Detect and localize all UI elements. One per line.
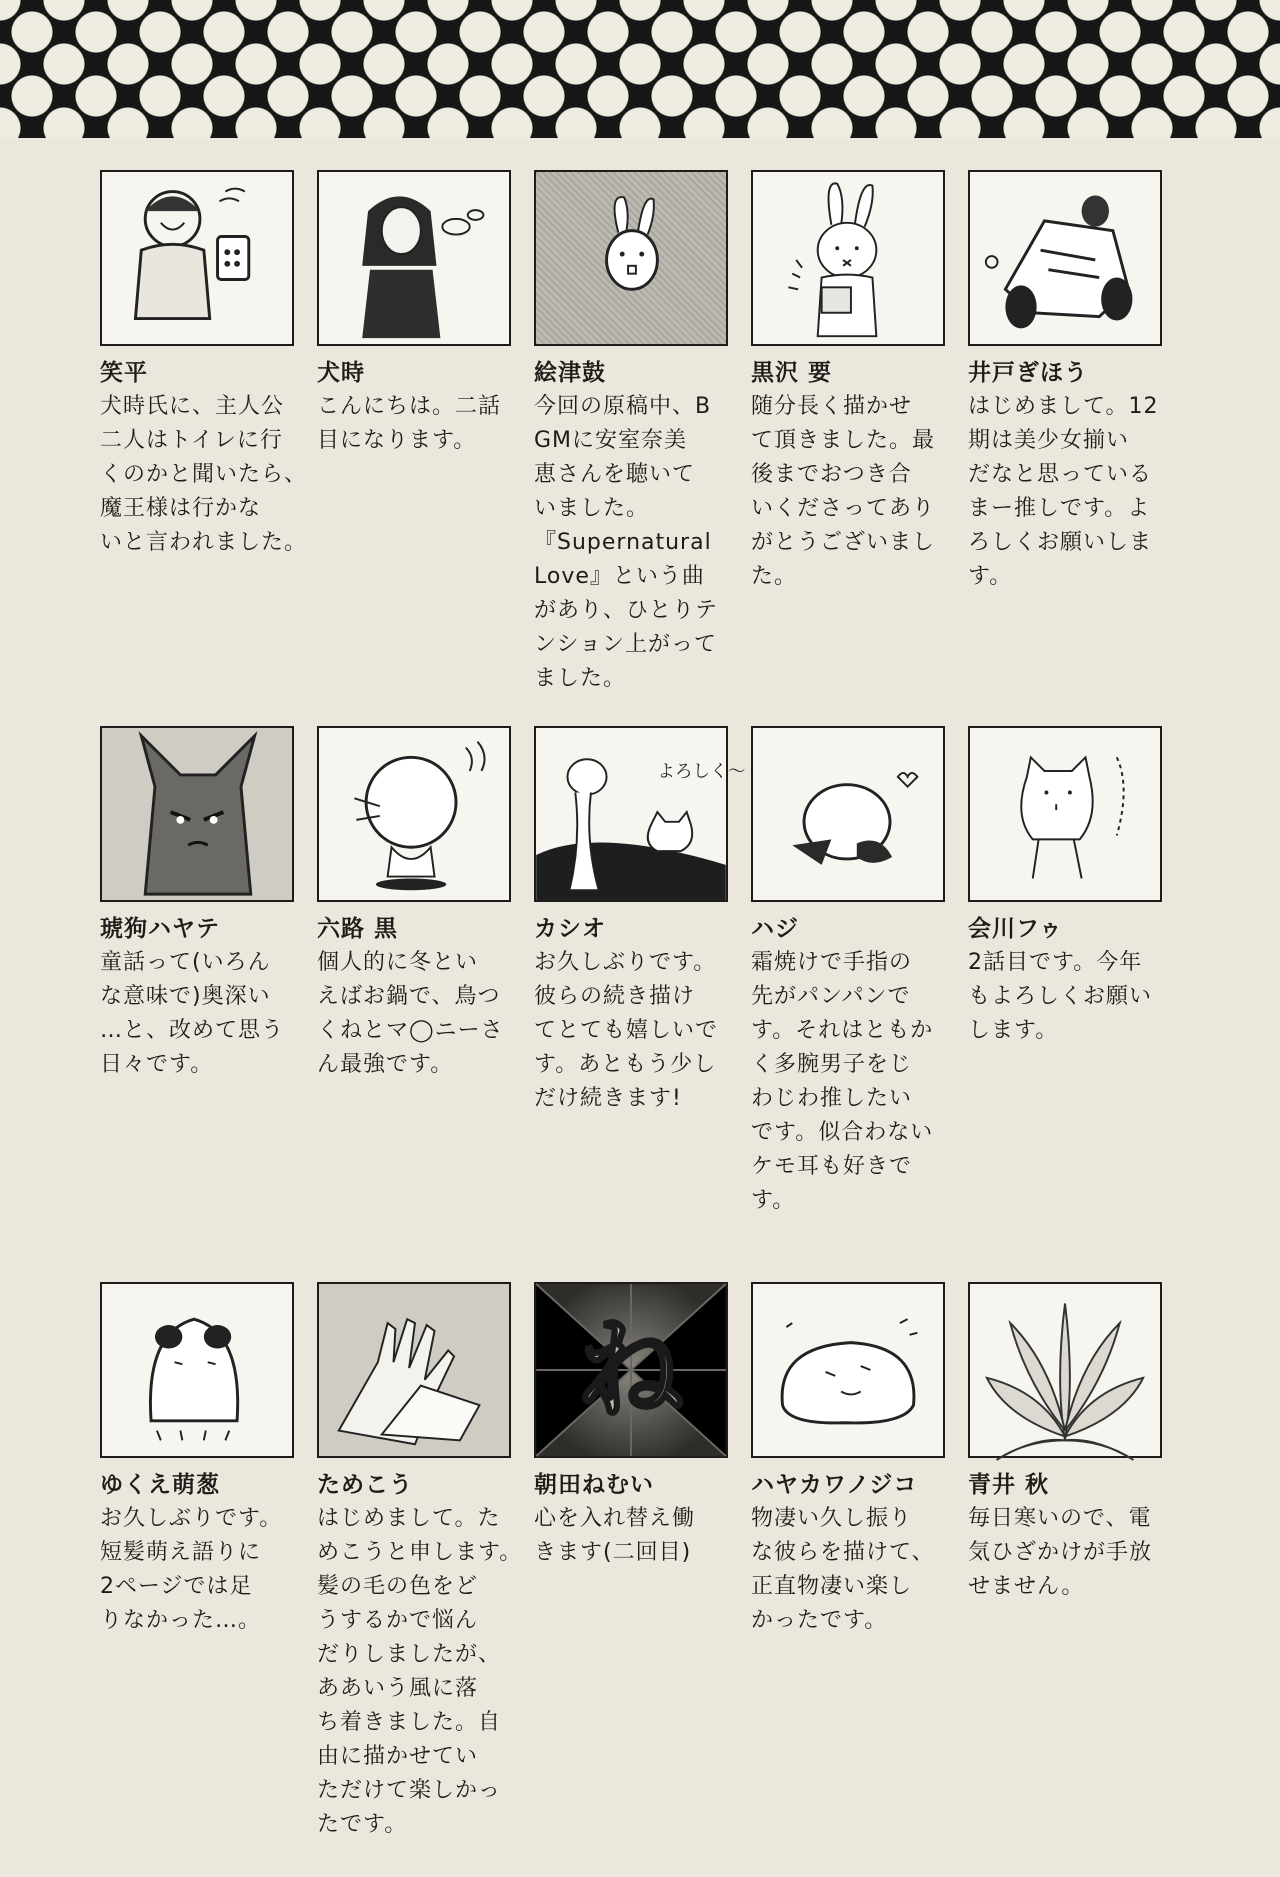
calligraphy-ne-icon [534,1282,728,1458]
author-message: こんにちは。二話 目になります。 [317,394,502,453]
author-message: 個人的に冬とい えばお鍋で、鳥つ くねとマ◯ニーさ ん最強です。 [317,950,504,1077]
crying-person-icon [100,170,294,346]
author-message: 犬時氏に、主人公 二人はトイレに行 くのかと聞いたら、 魔王様は行かな いと言われました。 [100,394,308,555]
ghost-and-cat-icon [534,726,746,902]
author-message: 随分長く描かせ て頂きました。最 後までおつき合 いくださってあり がとうございまし た。 [751,394,936,589]
speech-text: よろしく〜 [657,761,746,782]
polka-dot-header-band [0,0,1280,138]
rabbit-holding-paper-icon [751,170,945,346]
author-message: 心を入れ替え働 きます(二回目) [534,1506,696,1565]
author-message: 童話って(いろん な意味で)奥深い …と、改めて思う 日々です。 [100,950,285,1077]
mochi-blob-icon [751,1282,945,1458]
author-card [317,1282,523,1837]
author-message: 霜焼けで手指の 先がパンパンで す。それはともか く多腕男子をじ わじわ推したい です。似合わない ケモ耳も好きで す。 [751,950,934,1213]
author-name: 犬時 [317,360,365,386]
author-card [100,1282,296,1802]
author-card [534,170,730,726]
author-name: 朝田ねむい [534,1472,654,1498]
author-message: 物凄い久し振り な彼らを描けて、 正直物凄い楽し かったです。 [751,1506,935,1633]
author-card [968,726,1164,1282]
author-message: はじめまして。た めこうと申します。 髪の毛の色をど うするかで悩ん だりしましたが、 ああいう風に落 ち着きました。自 由に描かせてい ただけて楽しかっ たです。 [317,1506,523,1837]
author-message: 今回の原稿中、B GMに安室奈美 恵さんを聴いて いました。 『Supernatural Love』という曲 があり、ひとりテ ンション上がって ました。 [534,394,719,691]
author-card [751,170,947,726]
author-comments-grid [100,170,1180,1837]
calligraphy-glyph: ね [577,1307,685,1434]
author-name: ためこう [317,1472,413,1498]
author-card [751,1282,947,1802]
author-card [317,726,513,1282]
author-name: 井戸ぎほう [968,360,1088,386]
author-message: 毎日寒いので、電 気ひざかけが手放 せません。 [968,1506,1153,1599]
white-gloves-icon [317,1282,511,1458]
author-card [968,1282,1164,1802]
author-card [751,726,947,1282]
succulent-plant-icon [968,1282,1162,1458]
rabbit-face-icon [534,170,728,346]
wolf-icon [100,726,294,902]
author-name: ハジ [751,916,799,942]
author-card [534,726,746,1282]
author-card [100,170,308,726]
author-card [968,170,1164,726]
author-message: はじめまして。12 期は美少女揃い だなと思っている まー推しです。よ ろしくお願いしま す。 [968,394,1159,589]
author-card [317,170,513,726]
author-name: カシオ [534,916,606,942]
sleeping-blob-icon [751,726,945,902]
long-haired-man-icon [317,170,511,346]
toy-race-car-icon [968,170,1162,346]
author-card [534,1282,730,1802]
walking-cat-icon [968,726,1162,902]
round-creature-icon [317,726,511,902]
author-name: 笑平 [100,360,148,386]
author-message: お久しぶりです。 短髪萌え語りに 2ページでは足 りなかった…。 [100,1506,283,1633]
hooded-blob-icon [100,1282,294,1458]
author-name: 絵津鼓 [534,360,606,386]
author-name: 琥狗ハヤテ [100,916,220,942]
author-name: 六路 黒 [317,916,399,942]
author-name: 青井 秋 [968,1472,1050,1498]
author-card [100,726,296,1282]
author-name: ゆくえ萌葱 [100,1472,220,1498]
author-message: 2話目です。今年 もよろしくお願い します。 [968,950,1153,1043]
author-name: 会川フゥ [968,916,1063,942]
author-message: お久しぶりです。 彼らの続き描け てとても嬉しいで す。あともう少し だけ続きます! [534,950,719,1111]
author-name: ハヤカワノジコ [751,1472,918,1498]
author-name: 黒沢 要 [751,360,833,386]
